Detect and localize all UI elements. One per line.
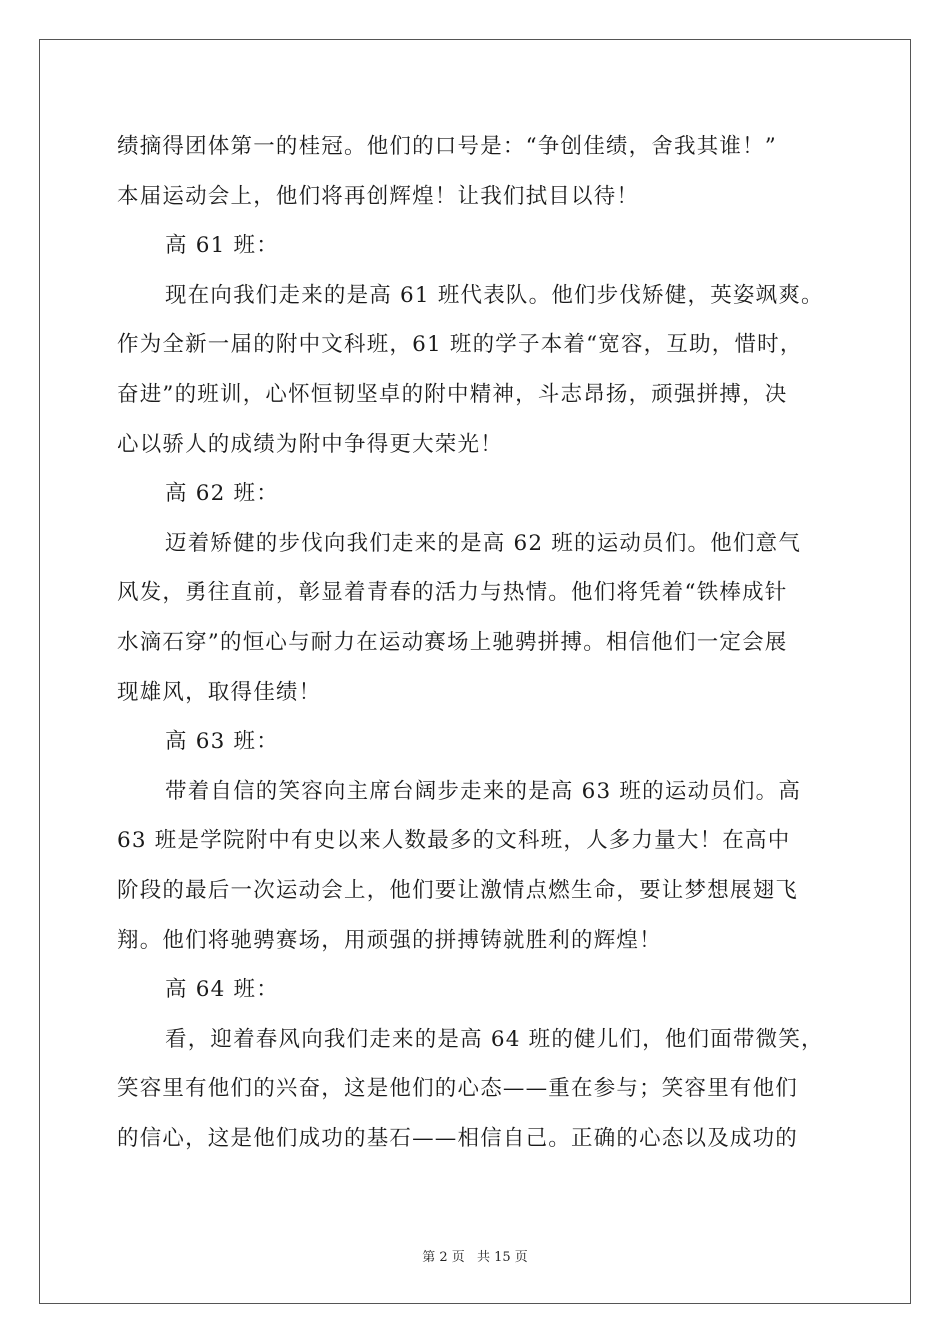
text-line: 作为全新一届的附中文科班，61 班的学子本着“宽容，互助，惜时， xyxy=(117,332,803,358)
page-footer xyxy=(0,1246,950,1265)
page-number: 第 2 页 xyxy=(422,1250,465,1265)
text-line: 看，迎着春风向我们走来的是高 64 班的健儿们，他们面带微笑， xyxy=(165,1026,824,1052)
text-line: 阶段的最后一次运动会上，他们要让激情点燃生命，要让梦想展翅飞 xyxy=(117,877,799,903)
text-line: 高 64 班： xyxy=(165,977,279,1003)
page-total: 共 15 页 xyxy=(476,1250,528,1265)
text-line: 绩摘得团体第一的桂冠。他们的口号是：“争创佳绩，舍我其谁！” xyxy=(117,134,777,159)
text-line: 笑容里有他们的兴奋，这是他们的心态——重在参与；笑容里有他们 xyxy=(117,1076,799,1102)
text-line: 本届运动会上，他们将再创辉煌！让我们拭目以待！ xyxy=(117,183,640,209)
text-line: 现雄风，取得佳绩！ xyxy=(117,679,322,705)
text-line: 高 61 班： xyxy=(165,233,279,259)
text-line: 风发，勇往直前，彰显着青春的活力与热情。他们将凭着“铁棒成针 xyxy=(117,580,788,606)
document-body xyxy=(117,122,837,1163)
text-line: 心以骄人的成绩为附中争得更大荣光！ xyxy=(117,431,503,457)
text-line: 奋进”的班训，心怀恒韧坚卓的附中精神，斗志昂扬，顽强拼搏，决 xyxy=(117,381,788,407)
text-line: 高 63 班： xyxy=(165,729,279,755)
text-line: 63 班是学院附中有史以来人数最多的文科班，人多力量大！在高中 xyxy=(117,828,791,854)
text-line: 迈着矫健的步伐向我们走来的是高 62 班的运动员们。他们意气 xyxy=(165,530,802,556)
text-line: 带着自信的笑容向主席台阔步走来的是高 63 班的运动员们。高 xyxy=(165,778,802,804)
text-line: 的信心，这是他们成功的基石——相信自己。正确的心态以及成功的 xyxy=(117,1125,799,1151)
text-line: 现在向我们走来的是高 61 班代表队。他们步伐矫健，英姿飒爽。 xyxy=(165,282,824,308)
text-line: 高 62 班： xyxy=(165,481,279,507)
text-line: 水滴石穿”的恒心与耐力在运动赛场上驰骋拼搏。相信他们一定会展 xyxy=(117,629,788,655)
text-line: 翔。他们将驰骋赛场，用顽强的拼搏铸就胜利的辉煌！ xyxy=(117,927,662,953)
